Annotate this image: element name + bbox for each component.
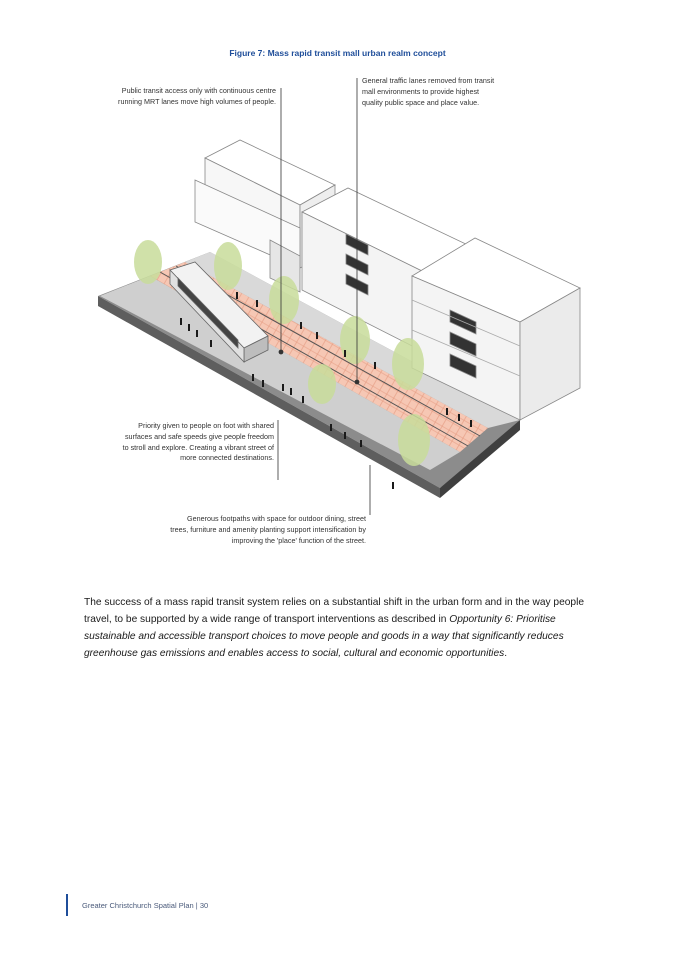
opportunity-reference: Opportunity 6: Prioritise sustainable and accessible transport choices to move people and goods in a way that significantly reduces greenhouse gas emissions and enables access to social, cultural and economic opportunities [84, 614, 564, 659]
callout-traffic-lanes: General traffic lanes removed from transit mall environments to provide highest quality public space and place value. [362, 76, 495, 107]
callout-pedestrian-priority: Priority given to people on foot with shared surfaces and safe speeds give people freedom to stroll and explore. Creating a vibrant street of more connected destinations. [122, 421, 274, 463]
footer-label: Greater Christchurch Spatial Plan | 30 [82, 900, 209, 910]
footer-accent-bar [66, 894, 68, 916]
figure-title: Figure 7: Mass rapid transit mall urban realm concept [229, 48, 446, 58]
callout-footpaths: Generous footpaths with space for outdoor dining, street trees, furniture and amenity planting support intensification by improving the 'place' function of the street. [170, 514, 366, 545]
body-paragraph: The success of a mass rapid transit system relies on a substantial shift in the urban form and in the way people travel, to be supported by a wide range of transport interventions as described in Opportunity 6: Prioritise sustainable and accessible transport choices to move people and goods in a way that significantly reduces greenhouse gas emissions and enables access to social, cultural and economic opportunities. [84, 597, 585, 659]
callout-public-transit: Public transit access only with continuous centre running MRT lanes move high volumes of people. [118, 86, 276, 106]
page-footer [66, 893, 208, 917]
